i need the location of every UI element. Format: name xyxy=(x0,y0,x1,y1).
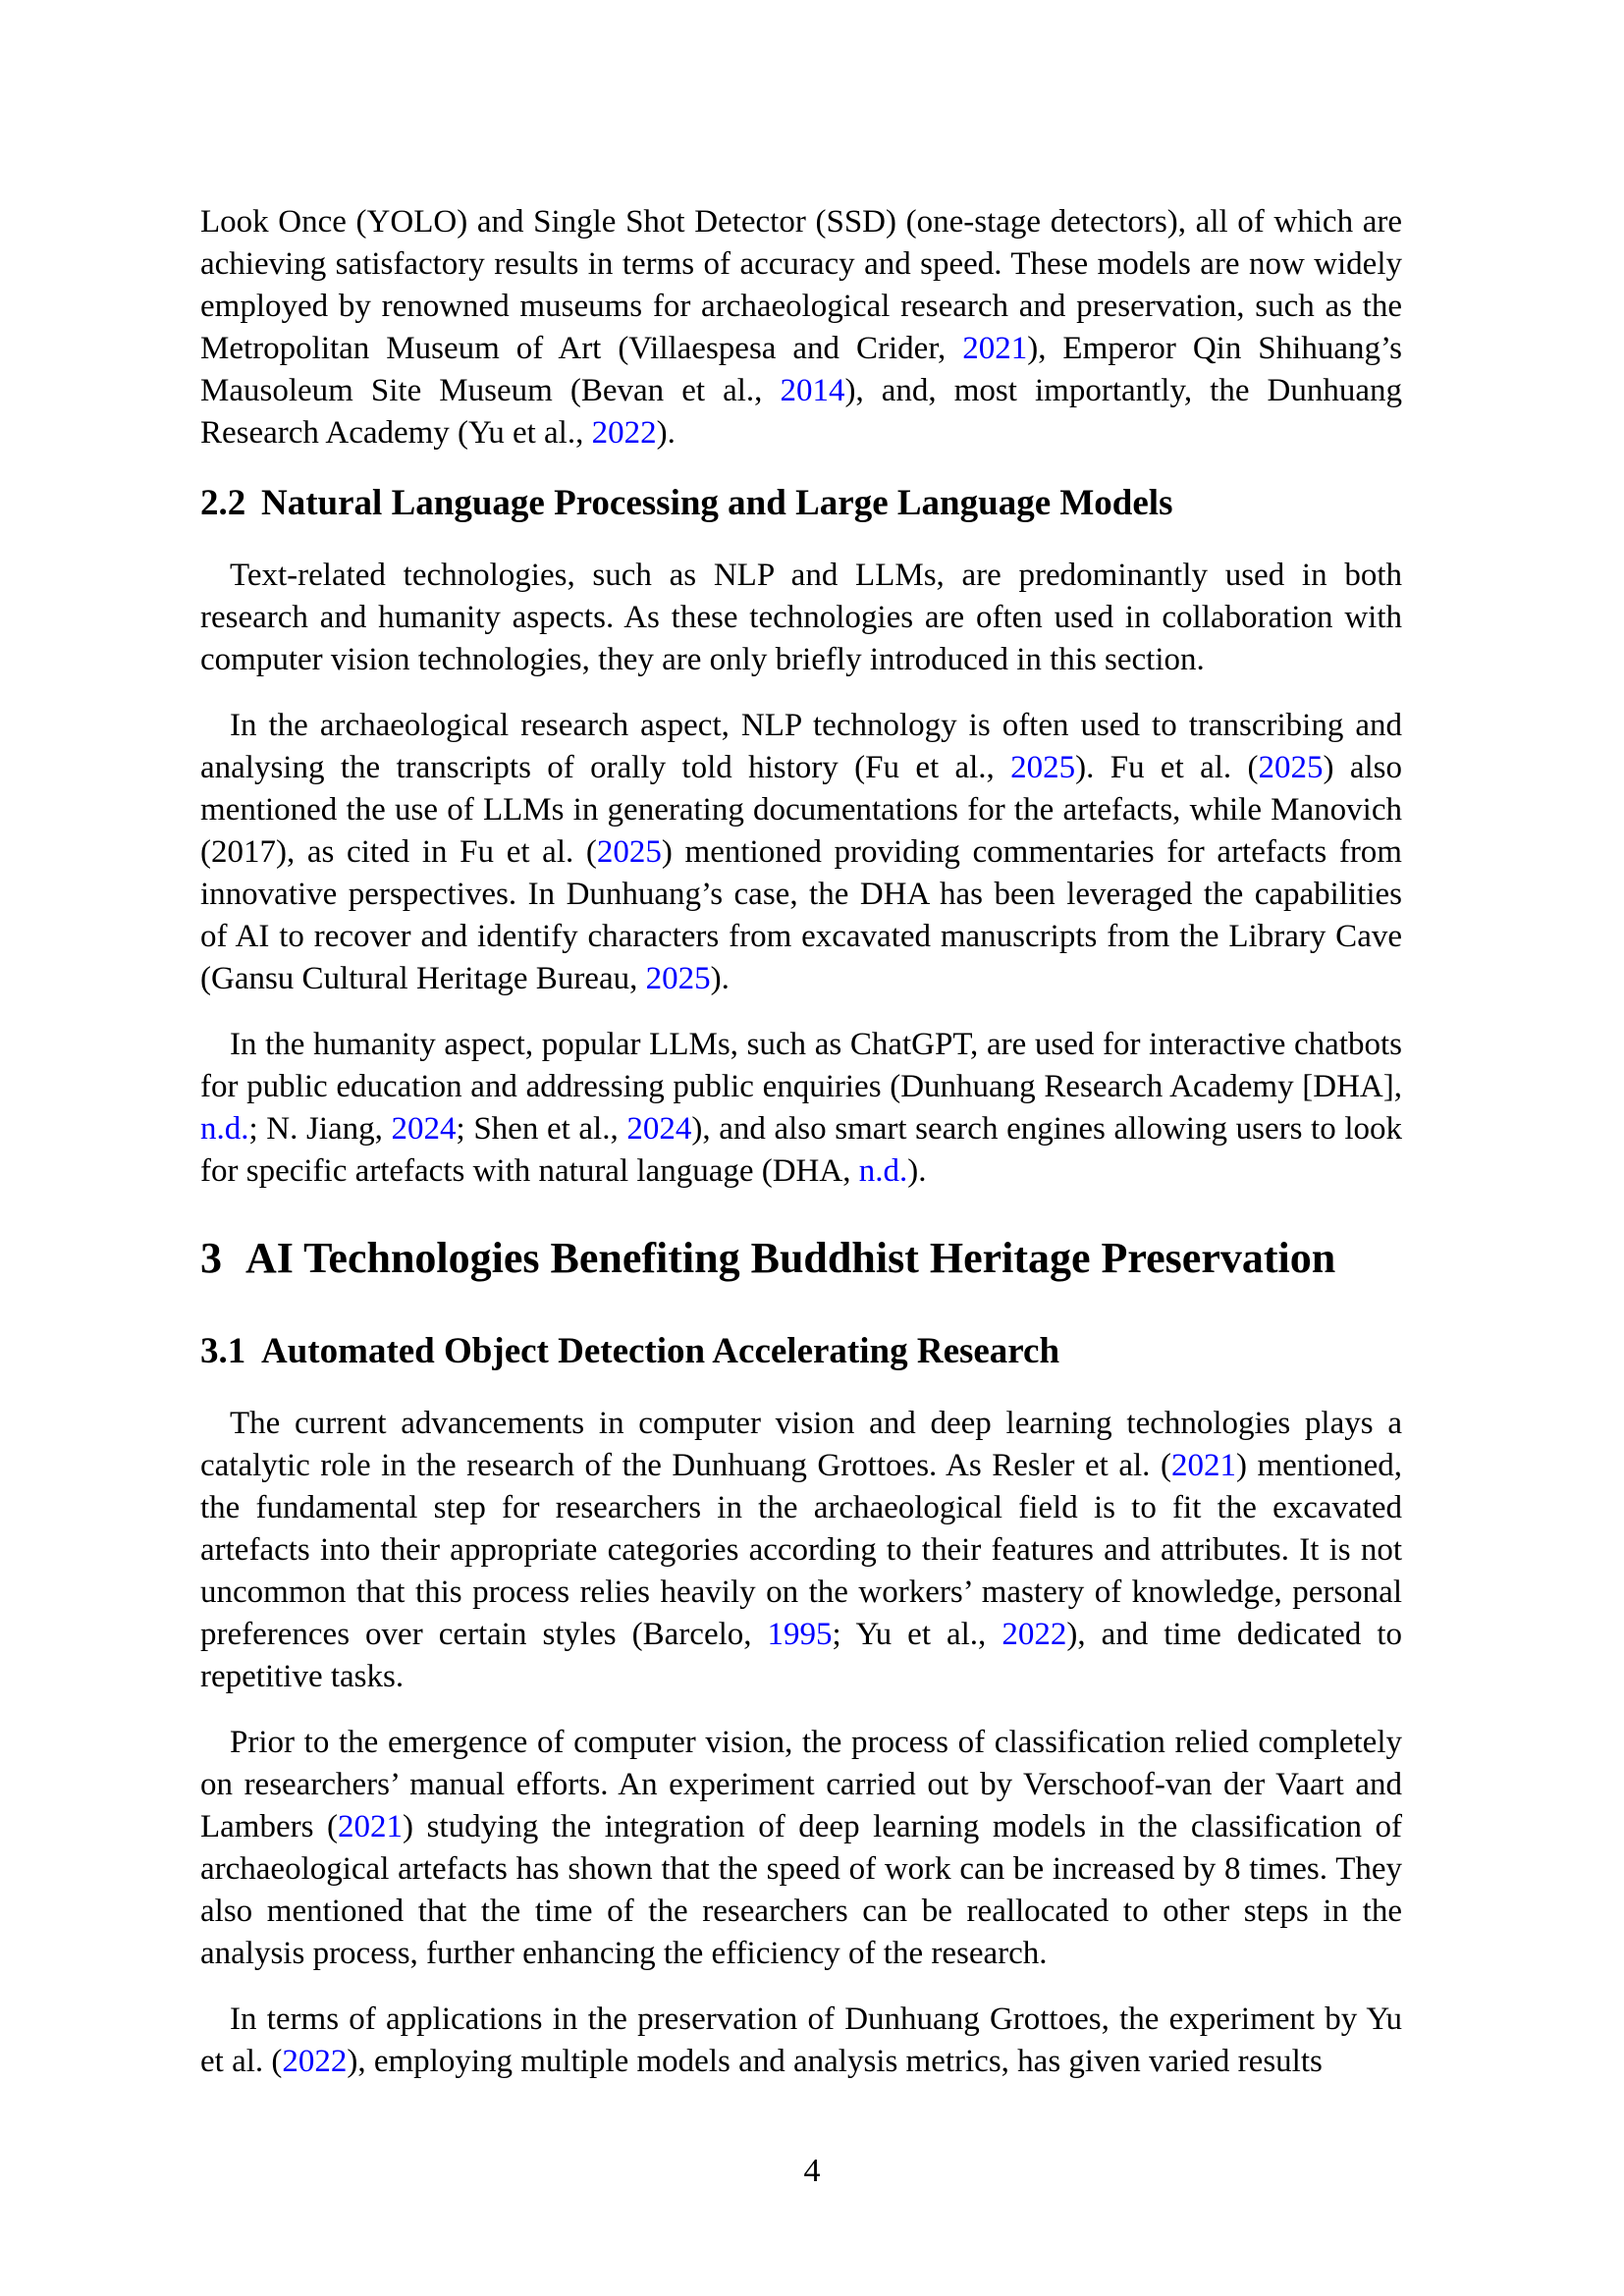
citation-link[interactable]: 2022 xyxy=(591,415,657,451)
citation-link[interactable]: 2025 xyxy=(645,961,711,996)
paragraph-nlp-intro: Text-related technologies, such as NLP and LLMs, are predominantly used in both research and humanity aspects. As these technologies are often used in collaboration with computer vision technologies, they are only briefly introduced in this section. xyxy=(200,558,1402,677)
page-number: 4 xyxy=(803,2153,821,2189)
subsection-title: Automated Object Detection Accelerating Research xyxy=(261,1331,1060,1371)
citation-link[interactable]: 1995 xyxy=(767,1617,833,1652)
paragraph-humanity-aspect: In the humanity aspect, popular LLMs, such as ChatGPT, are used for interactive chatbots for public education and addressing public enquiries (Dunhuang Research Academy [DHA], n.d.; N. Jiang, 2024; Shen et al., 2024), and also smart search engines allowing users to look for specific artefacts with natural language (DHA, n.d.). xyxy=(200,1027,1402,1189)
citation-link[interactable]: n.d. xyxy=(858,1153,908,1189)
paragraph-prior-emergence: Prior to the emergence of computer vision, the process of classification relied completely on researchers’ manual efforts. An experiment carried out by Verschoof-van der Vaart and Lambers (2021) studying the integration of deep learning models in the classification of archaeological artefacts has shown that the speed of work can be increased by 8 times. They also mentioned that the time of the researchers can be reallocated to other steps in the analysis process, further enhancing the efficiency of the research. xyxy=(200,1725,1402,1971)
section-number: 3 xyxy=(200,1234,222,1282)
paragraph-continuation: Look Once (YOLO) and Single Shot Detector (SSD) (one-stage detectors), all of which are achieving satisfactory results in terms of accuracy and speed. These models are now widely employed by renowned museums for archaeological research and preservation, such as the Metropolitan Museum of Art (Villaespesa and Crider, 2021), Emperor Qin Shihuang’s Mausoleum Site Museum (Bevan et al., 2014), and, most importantly, the Dunhuang Research Academy (Yu et al., 2022). xyxy=(200,204,1403,451)
citation-link[interactable]: 2024 xyxy=(626,1111,692,1147)
citation-link[interactable]: 2022 xyxy=(282,2044,348,2079)
citation-link[interactable]: 2021 xyxy=(338,1809,404,1844)
subsection-number: 3.1 xyxy=(200,1331,246,1371)
citation-link[interactable]: 2014 xyxy=(780,373,845,408)
citation-link[interactable]: 2024 xyxy=(391,1111,457,1147)
subsection-number: 2.2 xyxy=(200,483,246,523)
paragraph-applications: In terms of applications in the preservation of Dunhuang Grottoes, the experiment by Yu et al. (2022), employing multiple models and analysis metrics, has given varied results xyxy=(200,2002,1402,2079)
citation-link[interactable]: 2021 xyxy=(962,331,1028,366)
subsection-heading-2-2 xyxy=(200,480,1402,527)
citation-link[interactable]: 2022 xyxy=(1001,1617,1067,1652)
citation-link[interactable]: 2025 xyxy=(596,834,662,870)
paragraph-archaeological-aspect: In the archaeological research aspect, NLP technology is often used to transcribing and analysing the transcripts of orally told history (Fu et al., 2025). Fu et al. (2025) also mentioned the use of LLMs in generating documentations for the artefacts, while Manovich (2017), as cited in Fu et al. (2025) mentioned providing commentaries for artefacts from innovative perspectives. In Dunhuang’s case, the DHA has been leveraged the capabilities of AI to recover and identify characters from excavated manuscripts from the Library Cave (Gansu Cultural Heritage Bureau, 2025). xyxy=(200,708,1402,996)
section-heading-3 xyxy=(200,1230,1402,1287)
citation-link[interactable]: 2021 xyxy=(1170,1448,1236,1483)
subsection-title: Natural Language Processing and Large Language Models xyxy=(261,483,1173,523)
citation-link[interactable]: n.d. xyxy=(200,1111,249,1147)
paragraph-current-advancements: The current advancements in computer vision and deep learning technologies plays a catalytic role in the research of the Dunhuang Grottoes. As Resler et al. (2021) mentioned, the fundamental step for researchers in the archaeological field is to fit the excavated artefacts into their appropriate categories according to their features and attributes. It is not uncommon that this process relies heavily on the workers’ mastery of knowledge, personal preferences over certain styles (Barcelo, 1995; Yu et al., 2022), and time dedicated to repetitive tasks. xyxy=(200,1406,1403,1694)
section-title: AI Technologies Benefiting Buddhist Heritage Preservation xyxy=(245,1234,1336,1282)
citation-link[interactable]: 2025 xyxy=(1010,750,1076,785)
citation-link[interactable]: 2025 xyxy=(1258,750,1324,785)
subsection-heading-3-1 xyxy=(200,1328,1402,1375)
